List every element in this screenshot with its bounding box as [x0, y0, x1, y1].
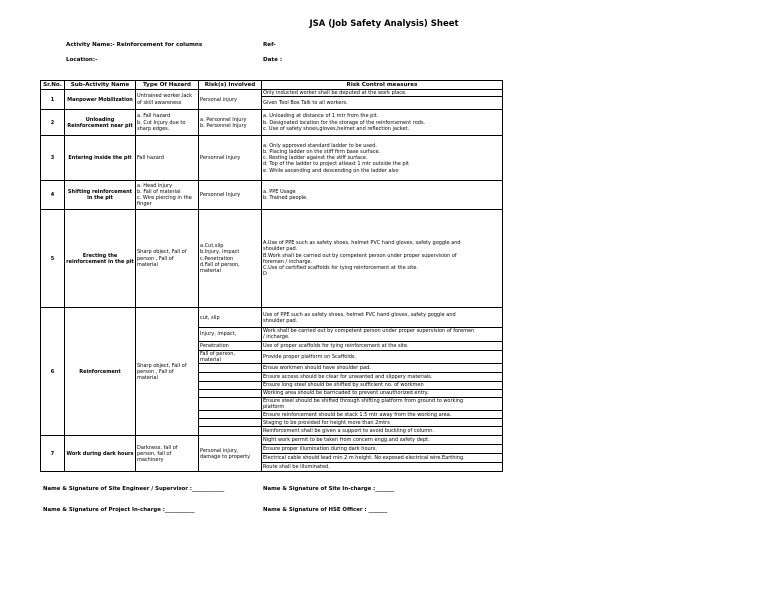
- ref-label: Ref-: [263, 42, 276, 48]
- sub-activity-cell: Unloading Reinforcement near pit: [65, 110, 136, 136]
- cell-line: Use of PPE such as safety shoes, helmet PVC hand gloves, safety goggle and: [263, 311, 456, 318]
- sr-no-cell: 4: [41, 181, 65, 210]
- cell-line: Personal injury,: [200, 447, 239, 454]
- table-row: [41, 181, 503, 210]
- risk-cell: [199, 390, 262, 398]
- cell-line: b. Personnel Injury: [200, 122, 247, 129]
- cell-line: Provide proper platform on Scaffolds.: [263, 353, 357, 360]
- cell-line: Personal injury: [200, 96, 237, 103]
- cell-line: c. Wire piercing in the: [137, 195, 192, 202]
- sr-no-cell: 6: [41, 308, 65, 436]
- site-incharge-signature: Name & Signature of Site In-charge :_______: [263, 486, 395, 492]
- cell-line: b. Cut Injury due to: [137, 119, 186, 126]
- cell-line: a. Fall hazard: [137, 113, 171, 120]
- cell-line: Penetration: [200, 342, 229, 349]
- risk-cell: [199, 427, 262, 436]
- risk-cell: [199, 308, 262, 328]
- cell-line: Ensue workmen should have shoulder pad.: [263, 364, 371, 371]
- column-header: Sr.No.: [41, 81, 65, 90]
- cell-line: c. Resting ladder against the stiff surface.: [263, 155, 368, 162]
- risk-cell: [199, 411, 262, 419]
- hazard-cell: [136, 210, 199, 308]
- cell-line: shoulder pad.: [263, 246, 298, 253]
- risk-cell: [199, 341, 262, 350]
- table-row: [41, 436, 503, 472]
- cell-line: Ensure reinforcement should be stack 1.5 mtr away from the working area.: [263, 411, 452, 418]
- table-row: [41, 210, 503, 308]
- control-cell: [262, 436, 503, 472]
- sub-activity-cell: Shifting reinforcement in the pit: [65, 181, 136, 210]
- cell-line: material: [137, 261, 158, 268]
- column-header: Risk(s) Involved: [199, 81, 262, 90]
- cell-line: b. Placing ladder on the stiff firm base surface.: [263, 148, 381, 155]
- risk-cell: [199, 350, 262, 363]
- cell-line: b. Fall of material: [137, 189, 181, 195]
- risk-cell: [199, 210, 262, 308]
- risk-cell: [199, 181, 262, 210]
- cell-line: a. PPE Usage: [263, 189, 296, 195]
- control-cell: [262, 328, 503, 341]
- cell-line: sharp edges.: [137, 125, 170, 132]
- sub-activity-cell: Erecting the reinforcement in the pit: [65, 210, 136, 308]
- cell-line: person , Fall of: [137, 368, 174, 375]
- cell-line: Fall hazard: [137, 155, 164, 162]
- sr-no-cell: 2: [41, 110, 65, 136]
- sr-no-cell: 5: [41, 210, 65, 308]
- hazard-cell: [136, 90, 199, 110]
- control-cell: [262, 350, 503, 363]
- cell-line: finger: [137, 201, 152, 208]
- sub-activity-cell: Entering inside the pit: [65, 136, 136, 181]
- cell-line: b. Designated location for the storage of the reinforcement rods.: [263, 119, 426, 126]
- project-incharge-signature: Name & Signature of Project In-charge :___________: [43, 507, 195, 513]
- control-cell: [262, 427, 503, 436]
- cell-line: Sharp object, Fall of: [137, 249, 187, 256]
- hazard-cell: [136, 436, 199, 472]
- risk-cell: [199, 419, 262, 427]
- risk-cell: [199, 328, 262, 341]
- control-cell: [262, 373, 503, 382]
- control-cell: [262, 364, 503, 373]
- site-engineer-signature: Name & Signature of Site Engineer / Supervisor :____________: [43, 486, 225, 492]
- control-line: Night work permit to be taken from concern engg.and safety dept.: [263, 437, 430, 444]
- cell-line: Darkness, fall of: [137, 444, 178, 451]
- cell-line: a. Personnel Injury: [200, 116, 247, 123]
- cell-line: Ensure steel should be shifted through shifting platform from ground to working: [263, 398, 464, 405]
- cell-line: d. Top of the ladder to project atleast 1 mtr outside the pit: [263, 161, 409, 168]
- cell-line: Personnel Injury: [200, 192, 241, 199]
- column-header: Type Of Hazard: [136, 81, 199, 90]
- cell-line: material: [200, 356, 221, 363]
- control-line: Route shall be illuminated.: [262, 463, 502, 472]
- control-cell: [262, 110, 503, 136]
- cell-line: b. Trained people.: [263, 195, 308, 202]
- control-cell: [262, 210, 503, 308]
- sr-no-cell: 7: [41, 436, 65, 472]
- cell-line: Work shall be carried out by competent person under proper supervision of foremen: [263, 328, 475, 335]
- table-row: [41, 110, 503, 136]
- cell-line: a. Only approved standard ladder to be used.: [263, 142, 377, 149]
- table-row: [41, 136, 503, 181]
- control-cell: [262, 136, 503, 181]
- cell-line: Use of proper scaffolds for tying reinforcement at the site.: [263, 342, 409, 349]
- cell-line: Ensure long steel should be shifted by sufficient no. of workmen: [263, 382, 424, 389]
- cell-line: a. Head injury: [137, 182, 173, 189]
- control-cell: [262, 90, 503, 110]
- cell-line: Working area should be barricaded to prevent unauthorized entry.: [263, 390, 429, 397]
- control-line: Given Tool Box Talk to all workers.: [262, 97, 502, 110]
- risk-cell: [199, 436, 262, 472]
- control-cell: [262, 341, 503, 350]
- cell-line: D: [263, 271, 267, 278]
- cell-line: / incharge.: [263, 334, 290, 341]
- sr-no-cell: 3: [41, 136, 65, 181]
- cell-line: Sharp object, Fall of: [137, 362, 187, 369]
- cell-line: C.Use of certified scaffolds for tying reinforcement at the site.: [263, 264, 418, 271]
- control-cell: [262, 308, 503, 328]
- risk-cell: [199, 136, 262, 181]
- control-line: Only inducted worker shall be deputed at the work place.: [263, 90, 407, 96]
- cell-line: e. While ascending and descending on the ladder also: [263, 167, 399, 174]
- cell-line: machinery: [137, 457, 164, 464]
- cell-line: c. Use of safety shoes,gloves,helmet and reflection jacket.: [263, 125, 410, 132]
- cell-line: cut, slip: [200, 314, 220, 321]
- hazard-cell: [136, 308, 199, 436]
- location-label: Location:-: [66, 57, 98, 63]
- control-cell: [262, 411, 503, 419]
- table-body: [41, 90, 503, 472]
- cell-line: material: [137, 374, 158, 381]
- table-row: [41, 90, 503, 110]
- column-header: Sub-Activity Name: [65, 81, 136, 90]
- sub-activity-cell: Manpower Mobilization: [65, 90, 136, 110]
- risk-cell: [199, 364, 262, 373]
- control-line: Electrical cable should lead min 2 m height. No exposed electrical wire.Earthing.: [262, 454, 502, 463]
- cell-line: b.Injury, impact: [200, 249, 240, 256]
- sub-activity-cell: Work during dark hours: [65, 436, 136, 472]
- cell-line: shoulder pad.: [263, 317, 298, 324]
- control-cell: [262, 390, 503, 398]
- hazard-cell: [136, 136, 199, 181]
- cell-line: person, fall of: [137, 450, 172, 457]
- risk-cell: [199, 398, 262, 411]
- risk-cell: [199, 382, 262, 390]
- cell-line: a. Unloading at distance of 1 mtr from the pit.: [263, 113, 379, 120]
- cell-line: material: [200, 268, 221, 274]
- cell-line: damage to property: [200, 453, 251, 460]
- column-header: Risk Control measures: [262, 81, 503, 90]
- control-cell: [262, 398, 503, 411]
- jsa-table: [40, 80, 503, 472]
- cell-line: Reinforcement shall be given a support to avoid buckling of column.: [263, 428, 434, 435]
- activity-name: Activity Name:- Reinforcement for columns: [66, 42, 203, 48]
- cell-line: A.Use of PPE such as safety shoes, helmet PVC hand gloves, safety goggle and: [263, 240, 461, 247]
- page-title: JSA (Job Safety Analysis) Sheet: [309, 19, 459, 29]
- table-header-row: [41, 81, 503, 90]
- cell-line: Ensure access should be clear for unwanted and slippery materials.: [263, 373, 433, 380]
- cell-line: Staging to be provided for height more than 2mtrs: [263, 419, 390, 426]
- cell-line: Personnel Injury: [200, 155, 241, 162]
- cell-line: a.Cut,slip: [200, 243, 224, 250]
- hazard-cell: [136, 110, 199, 136]
- sub-activity-cell: Reinforcement: [65, 308, 136, 436]
- cell-line: Injury, impact,: [200, 331, 237, 338]
- hse-officer-signature: Name & Signature of HSE Officer : _______: [263, 507, 388, 513]
- risk-cell: [199, 90, 262, 110]
- cell-line: Fall of person,: [200, 350, 235, 357]
- sr-no-cell: 1: [41, 90, 65, 110]
- cell-line: foremen / incharge.: [263, 258, 313, 265]
- cell-line: person , Fall of: [137, 255, 174, 262]
- risk-cell: [199, 373, 262, 382]
- risk-cell: [199, 110, 262, 136]
- cell-line: d.Fall of person,: [200, 261, 240, 268]
- cell-line: Untrained worker,lack: [137, 93, 193, 100]
- hazard-cell: [136, 181, 199, 210]
- cell-line: platform: [263, 404, 285, 411]
- date-label: Date :: [263, 57, 283, 63]
- control-line: Ensure proper illumination during dark hours.: [262, 445, 502, 454]
- control-cell: [262, 181, 503, 210]
- control-cell: [262, 382, 503, 390]
- cell-line: c.Penetration: [200, 255, 234, 262]
- cell-line: of skill awareness: [137, 99, 182, 106]
- table-row: [41, 308, 503, 328]
- cell-line: B.Work shall be carried out by competent person under proper supervision of: [263, 252, 457, 259]
- control-cell: [262, 419, 503, 427]
